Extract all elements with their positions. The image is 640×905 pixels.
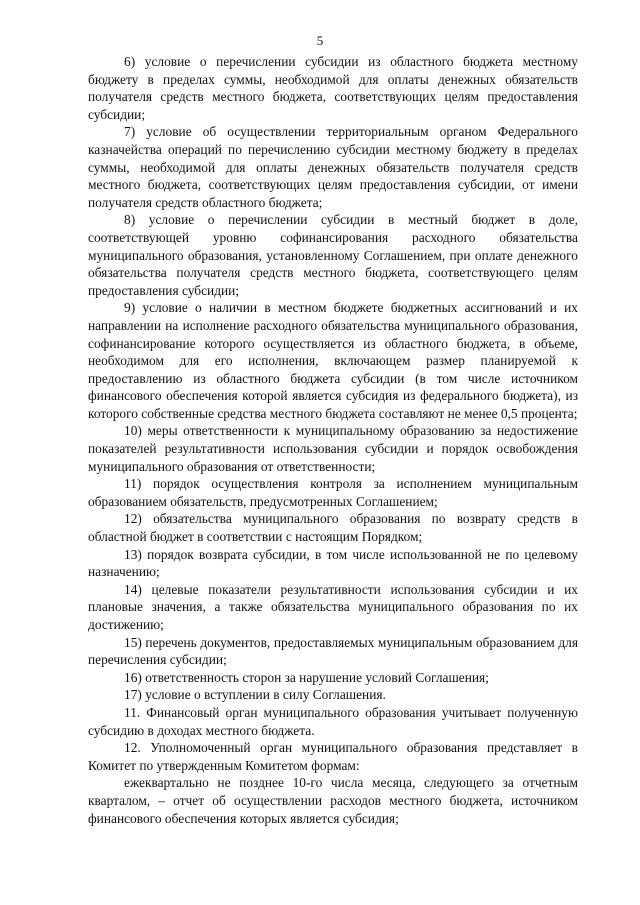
section-12-paragraph: 12. Уполномоченный орган муниципального образования представляет в Комитет по утвержденным Комитетом формам: — [88, 740, 578, 773]
section-11-paragraph: 11. Финансовый орган муниципального образования учитывает полученную субсидию в доходах местного бюджета. — [88, 704, 578, 738]
paragraph-item-10: 10) меры ответственности к муниципальному образованию за недостижение показателей результативности использования субсидии и порядок освобождения муниципального образования от ответственности; — [88, 423, 578, 474]
paragraph-item-16: 16) ответственность сторон за нарушение условий Соглашения; — [124, 669, 489, 685]
paragraph-item-9: 9) условие о наличии в местном бюджете бюджетных ассигнований и их направлении на исполнение расходного обязательства муниципального образования, софинансирование которого осуществляется из областного бюджета, в объеме, необходимом для его исполнения, включающем размер планируемой к предоставлению из областного бюджета субсидии (в том числе источником финансового обеспечения которой является субсидия из федерального бюджета), из которого собственные средства местного бюджета составляют не менее 0,5 процента; — [88, 300, 578, 421]
paragraph-item-17: 17) условие о вступлении в силу Соглашения. — [124, 687, 386, 703]
paragraph-item-14: 14) целевые показатели результативности использования субсидии и их плановые значения, а также обязательства муниципального образования по их достижению; — [88, 581, 578, 632]
document-body — [88, 53, 578, 827]
quarterly-report-paragraph: ежеквартально не позднее 10-го числа месяца, следующего за отчетным кварталом, – отчет об осуществлении расходов местного бюджета, источником финансового обеспечения которых является субсидия; — [88, 775, 578, 826]
paragraph-item-13: 13) порядок возврата субсидии, в том числе использованной не по целевому назначению; — [88, 546, 578, 580]
paragraph-item-8: 8) условие о перечислении субсидии в местный бюджет в доле, соответствующей уровню софинансирования расходного обязательства муниципального образования, установленному Соглашением, при оплате денежного обязательства получателя средств местного бюджета, соответствующего целям предоставления субсидии; — [88, 212, 578, 298]
paragraph-item-12: 12) обязательства муниципального образования по возврату средств в областной бюджет в соответствии с настоящим Порядком; — [88, 511, 578, 545]
paragraph-item-7: 7) условие об осуществлении территориальным органом Федерального казначейства операций по перечислению субсидии местному бюджету в пределах суммы, необходимой для оплаты денежных обязательств получателя средств местного бюджета, соответствующих целям предоставления субсидии, от имени получателя средств областного бюджета; — [88, 124, 578, 210]
paragraph-item-15: 15) перечень документов, предоставляемых муниципальным образованием для перечисления субсидии; — [88, 634, 578, 668]
paragraph-item-11: 11) порядок осуществления контроля за исполнением муниципальным образованием обязательств, предусмотренных Соглашением; — [88, 476, 578, 509]
page-number: 5 — [316, 33, 324, 48]
paragraph-item-6: 6) условие о перечислении субсидии из областного бюджета местному бюджету в пределах суммы, необходимой для оплаты денежных обязательств получателя средств местного бюджета, соответствующих целям предоставления субсидии; — [88, 54, 578, 122]
